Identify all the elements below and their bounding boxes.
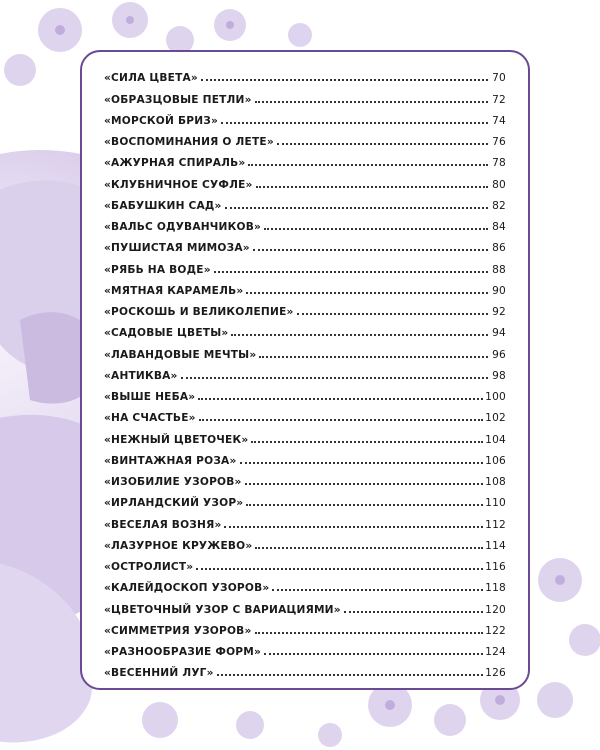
dot-leader	[198, 398, 483, 400]
dot-leader	[246, 504, 483, 506]
toc-entry-page: 82	[492, 199, 506, 212]
dot-leader	[256, 186, 488, 188]
toc-entry[interactable]	[104, 148, 506, 169]
toc-entry-page: 98	[492, 369, 506, 382]
toc-entry[interactable]	[104, 658, 506, 679]
toc-entry-title: «СИММЕТРИЯ УЗОРОВ»	[104, 624, 252, 637]
toc-entry-title: «ВАЛЬС ОДУВАНЧИКОВ»	[104, 221, 262, 233]
dot-leader	[245, 483, 484, 485]
bottom-blossoms	[142, 680, 520, 747]
toc-entry-page: 70	[492, 72, 506, 85]
dot-leader	[225, 207, 488, 209]
toc-entry[interactable]	[104, 573, 506, 594]
toc-entry-title: «ИРЛАНДСКИЙ УЗОР»	[104, 497, 244, 510]
toc-entry[interactable]	[104, 127, 506, 148]
dot-leader	[196, 568, 483, 570]
toc-entry-page: 124	[485, 646, 506, 658]
dot-leader	[214, 271, 488, 273]
dot-leader	[255, 547, 483, 549]
dot-leader	[255, 632, 484, 634]
toc-entry-title: «ВЕСЕЛАЯ ВОЗНЯ»	[104, 518, 222, 531]
toc-entry-page: 88	[492, 263, 506, 276]
toc-entry[interactable]	[104, 63, 506, 84]
toc-entry-page: 116	[485, 561, 506, 573]
toc-entry-page: 118	[485, 582, 506, 595]
toc-entry-page: 96	[492, 348, 506, 361]
toc-entry[interactable]	[104, 84, 506, 105]
toc-entry-title: «КЛУБНИЧНОЕ СУФЛЕ»	[104, 178, 253, 191]
toc-entry-title: «РОСКОШЬ И ВЕЛИКОЛЕПИЕ»	[104, 306, 294, 318]
toc-entry-title: «РЯБЬ НА ВОДЕ»	[104, 263, 211, 276]
toc-entry-page: 112	[485, 518, 506, 531]
toc-entry[interactable]	[104, 594, 506, 615]
toc-entry[interactable]	[104, 424, 506, 445]
dot-leader	[253, 249, 488, 251]
toc-entry-title: «АНТИКВА»	[104, 369, 178, 382]
toc-entry-page: 100	[485, 391, 506, 403]
dot-leader	[264, 653, 483, 655]
toc-entry-title: «ВЕСЕННИЙ ЛУГ»	[104, 667, 214, 680]
dot-leader	[264, 228, 488, 230]
toc-entry-page: 94	[492, 327, 506, 340]
dot-leader	[297, 313, 488, 315]
toc-entry-title: «НЕЖНЫЙ ЦВЕТОЧЕК»	[104, 433, 249, 446]
dot-leader	[217, 674, 483, 676]
toc-entry-title: «ЦВЕТОЧНЫЙ УЗОР С ВАРИАЦИЯМИ»	[104, 603, 341, 616]
toc-entry-title: «ЛАЗУРНОЕ КРУЖЕВО»	[104, 539, 253, 552]
toc-entry-title: «НА СЧАСТЬЕ»	[104, 412, 196, 425]
dot-leader	[181, 377, 488, 379]
toc-entry-page: 80	[492, 178, 506, 191]
toc-entry-page: 92	[492, 306, 506, 318]
toc-entry-title: «МОРСКОЙ БРИЗ»	[104, 114, 219, 127]
contents-panel	[80, 50, 530, 690]
toc-entry[interactable]	[104, 297, 506, 318]
toc-entry[interactable]	[104, 488, 506, 509]
toc-entry-page: 78	[492, 157, 506, 170]
toc-entry-page: 90	[492, 284, 506, 297]
toc-entry-page: 108	[485, 476, 506, 488]
toc-entry[interactable]	[104, 403, 506, 424]
toc-entry[interactable]	[104, 106, 506, 127]
toc-entry-title: «ИЗОБИЛИЕ УЗОРОВ»	[104, 476, 242, 488]
dot-leader	[277, 143, 488, 145]
toc-entry-page: 106	[485, 454, 506, 467]
toc-entry-page: 74	[492, 114, 506, 127]
dot-leader	[221, 122, 488, 124]
toc-entry[interactable]	[104, 382, 506, 403]
toc-entry-page: 72	[492, 93, 506, 106]
dot-leader	[248, 164, 488, 166]
toc-entry[interactable]	[104, 233, 506, 254]
toc-entry-title: «МЯТНАЯ КАРАМЕЛЬ»	[104, 284, 244, 297]
toc-entry-page: 122	[485, 624, 506, 637]
toc-entry-page: 102	[485, 412, 506, 425]
right-blossoms	[537, 558, 600, 718]
toc-entry[interactable]	[104, 616, 506, 637]
toc-entry-page: 126	[485, 667, 506, 680]
toc-entry[interactable]	[104, 637, 506, 658]
toc-entry-title: «РАЗНООБРАЗИЕ ФОРМ»	[104, 646, 262, 658]
toc-entry-page: 84	[492, 221, 506, 233]
toc-entry-title: «ЛАВАНДОВЫЕ МЕЧТЫ»	[104, 348, 257, 361]
dot-leader	[255, 101, 488, 103]
toc-entry-title: «ВЫШЕ НЕБА»	[104, 391, 196, 403]
toc-entry-title: «ВОСПОМИНАНИЯ О ЛЕТЕ»	[104, 136, 274, 148]
toc-entry-title: «АЖУРНАЯ СПИРАЛЬ»	[104, 157, 246, 170]
dot-leader	[240, 462, 484, 464]
dot-leader	[199, 419, 483, 421]
toc-entry-title: «САДОВЫЕ ЦВЕТЫ»	[104, 327, 229, 340]
dot-leader	[259, 356, 488, 358]
toc-entry-title: «ПУШИСТАЯ МИМОЗА»	[104, 242, 250, 255]
toc-entry[interactable]	[104, 361, 506, 382]
toc-entry[interactable]	[104, 552, 506, 573]
dot-leader	[246, 292, 488, 294]
dot-leader	[201, 79, 488, 81]
toc-entry[interactable]	[104, 339, 506, 360]
dot-leader	[231, 334, 488, 336]
toc-entry[interactable]	[104, 467, 506, 488]
table-of-contents	[104, 63, 506, 679]
toc-entry[interactable]	[104, 191, 506, 212]
toc-entry-title: «ОБРАЗЦОВЫЕ ПЕТЛИ»	[104, 93, 252, 106]
toc-entry[interactable]	[104, 254, 506, 275]
toc-entry[interactable]	[104, 276, 506, 297]
toc-entry-page: 110	[485, 497, 506, 510]
dot-leader	[272, 589, 483, 591]
toc-entry[interactable]	[104, 169, 506, 190]
toc-entry-title: «ОСТРОЛИСТ»	[104, 561, 194, 573]
toc-entry-page: 86	[492, 242, 506, 255]
toc-entry-title: «БАБУШКИН САД»	[104, 199, 222, 212]
toc-entry-page: 120	[485, 603, 506, 616]
toc-entry[interactable]	[104, 509, 506, 530]
dot-leader	[224, 526, 483, 528]
toc-entry[interactable]	[104, 212, 506, 233]
toc-entry[interactable]	[104, 318, 506, 339]
toc-entry[interactable]	[104, 531, 506, 552]
toc-entry-page: 76	[492, 136, 506, 148]
toc-entry-page: 114	[485, 539, 506, 552]
dot-leader	[344, 611, 483, 613]
toc-entry-title: «КАЛЕЙДОСКОП УЗОРОВ»	[104, 582, 270, 595]
toc-entry[interactable]	[104, 446, 506, 467]
toc-entry-title: «СИЛА ЦВЕТА»	[104, 72, 198, 85]
toc-entry-page: 104	[485, 433, 506, 446]
toc-entry-title: «ВИНТАЖНАЯ РОЗА»	[104, 454, 237, 467]
dot-leader	[251, 441, 483, 443]
